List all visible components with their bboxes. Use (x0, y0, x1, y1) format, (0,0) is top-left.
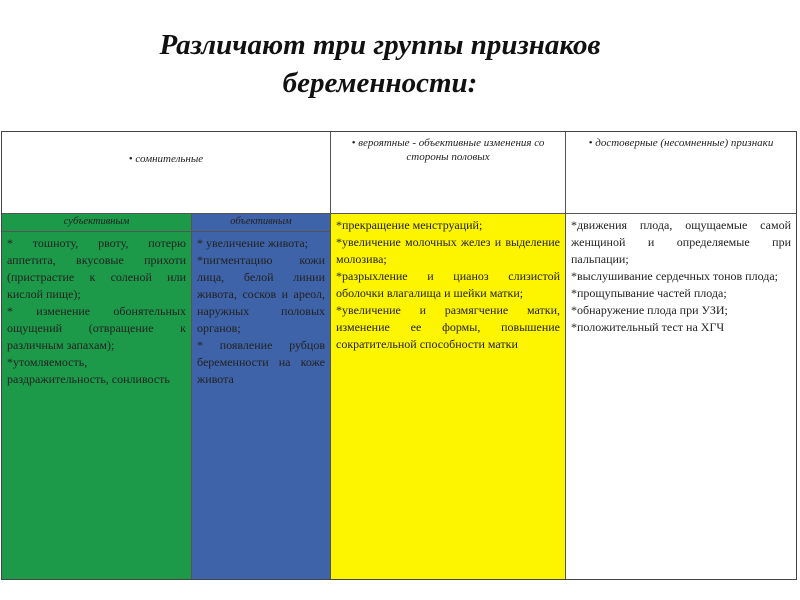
column-certain (566, 214, 796, 579)
list-item: * увеличение живота; (197, 236, 309, 250)
title-line-2: беременности: (282, 67, 478, 99)
list-item: *обнаружение плода при УЗИ; (571, 303, 728, 317)
list-item: *пигментацию кожи лица, белой линии живота, сосков и ареол, наружных половых органов; (197, 253, 325, 335)
page-title (120, 26, 640, 102)
subheader-objective-label: объективным (230, 216, 292, 227)
column-subjective (2, 232, 192, 579)
title-line-1: Различают три группы признаков (159, 29, 601, 61)
list-item: *выслушивание сердечных тонов плода; (571, 269, 779, 283)
header-probable-label: • вероятные - объективные изменения со стороны половых (351, 137, 545, 163)
column-objective (192, 232, 331, 579)
list-item: * изменение обонятельных ощущений (отвращение к различным запахам); (7, 304, 186, 352)
list-item: *разрыхление и цианоз слизистой оболочки влагалища и шейки матки; (336, 269, 560, 300)
subheader-subjective-label: субъективным (63, 216, 130, 227)
header-certain (566, 132, 796, 214)
subheader-subjective (2, 214, 192, 232)
list-item: * тошноту, рвоту, потерю аппетита, вкусовые прихоти (пристрастие к соленой или кислой пище); (7, 236, 186, 301)
header-doubtful (2, 132, 331, 214)
list-item: *прощупывание частей плода; (571, 286, 727, 300)
header-probable (331, 132, 566, 214)
column-probable (331, 214, 566, 579)
list-item: *утомляемость, раздражительность, сонливость (7, 355, 170, 386)
list-item: *положительный тест на ХГЧ (571, 320, 725, 334)
signs-table (1, 131, 797, 580)
header-certain-label: • достоверные (несомненные) признаки (588, 137, 774, 149)
list-item: *движения плода, ощущаемые самой женщиной и определяемые при пальпации; (571, 218, 791, 266)
list-item: *увеличение молочных желез и выделение молозива; (336, 235, 560, 266)
subheader-objective (192, 214, 331, 232)
list-item: * появление рубцов беременности на коже живота (197, 338, 325, 386)
list-item: *увеличение и размягчение матки, изменение ее формы, повышение сократительной способности матки (336, 303, 560, 351)
list-item: *прекращение менструаций; (336, 218, 483, 232)
header-doubtful-label: • сомнительные (128, 153, 204, 165)
